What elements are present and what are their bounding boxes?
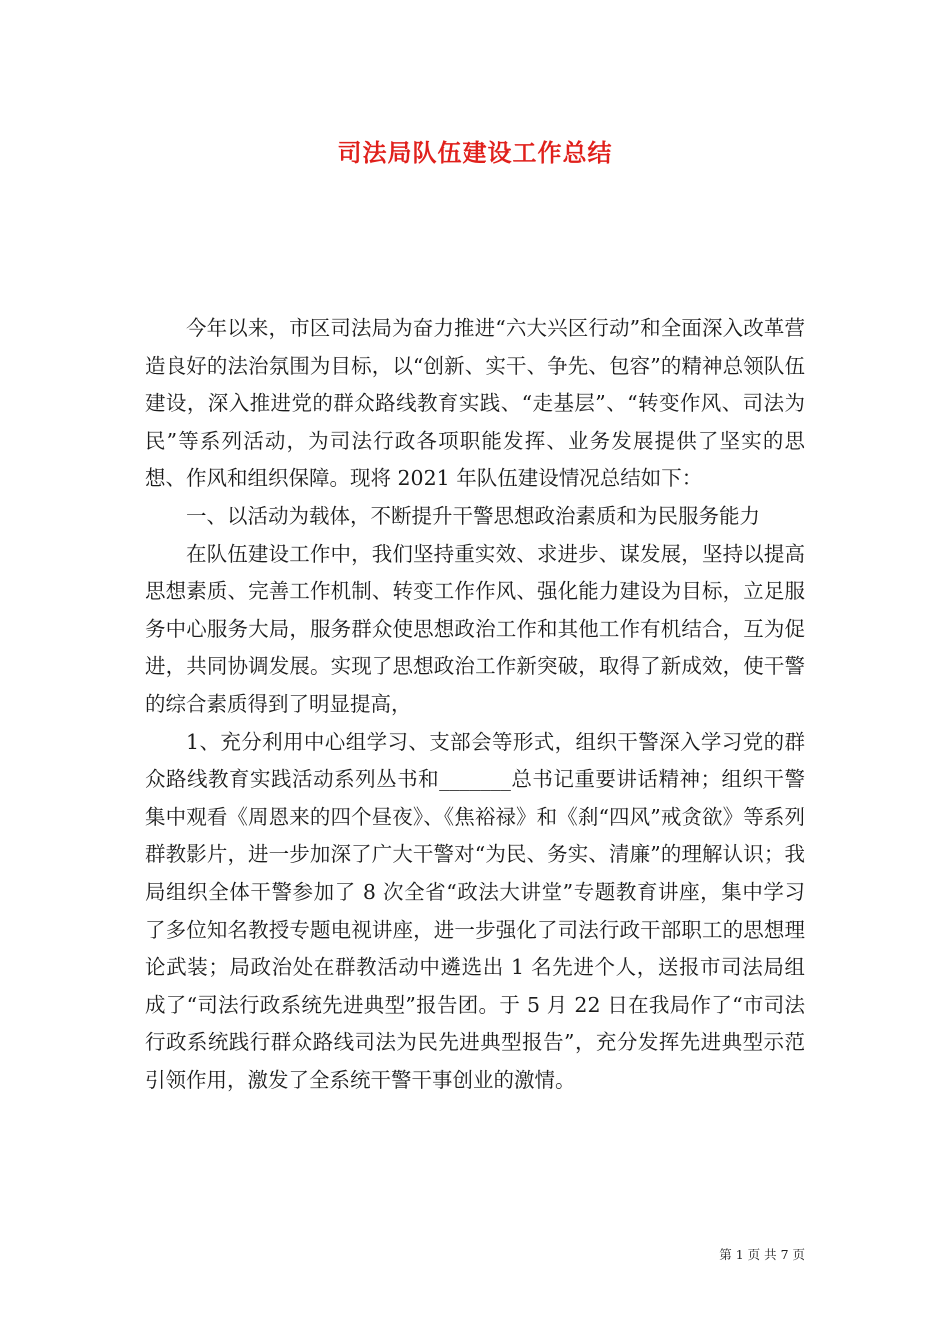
page-number: 第 1 页 共 7 页	[719, 1247, 805, 1262]
paragraph-intro: 今年以来，市区司法局为奋力推进“六大兴区行动”和全面深入改革营造良好的法治氛围为目标，以“创新、实干、争先、包容”的精神总领队伍建设，深入推进党的群众路线教育实践、“走基层”、“转变作风、司法为民”等系列活动，为司法行政各项职能发挥、业务发展提供了坚实的思想、作风和组织保障。现将 2021 年队伍建设情况总结如下：	[145, 316, 805, 491]
section-heading-1: 一、以活动为载体，不断提升干警思想政治素质和为民服务能力	[186, 503, 760, 528]
document-body	[145, 310, 805, 1099]
document-title: 司法局队伍建设工作总结	[337, 138, 613, 167]
paragraph-item-1: 1、充分利用中心组学习、支部会等形式，组织干警深入学习党的群众路线教育实践活动系列丛书和_______总书记重要讲话精神；组织干警集中观看《周恩来的四个昼夜》、《焦裕禄》和《刹“四风”戒贪欲》等系列群教影片，进一步加深了广大干警对“为民、务实、清廉”的理解认识；我局组织全体干警参加了 8 次全省“政法大讲堂”专题教育讲座，集中学习了多位知名教授专题电视讲座，进一步强化了司法行政干部职工的思想理论武装；局政治处在群教活动中遴选出 1 名先进个人，送报市司法局组成了“司法行政系统先进典型”报告团。于 5 月 22 日在我局作了“市司法行政系统践行群众路线司法为民先进典型报告”，充分发挥先进典型示范引领作用，激发了全系统干警干事创业的激情。	[145, 729, 805, 1092]
paragraph-section-1: 在队伍建设工作中，我们坚持重实效、求进步、谋发展，坚持以提高思想素质、完善工作机制、转变工作作风、强化能力建设为目标，立足服务中心服务大局，服务群众使思想政治工作和其他工作有机结合，互为促进，共同协调发展。实现了思想政治工作新突破，取得了新成效，使干警的综合素质得到了明显提高，	[145, 541, 805, 716]
